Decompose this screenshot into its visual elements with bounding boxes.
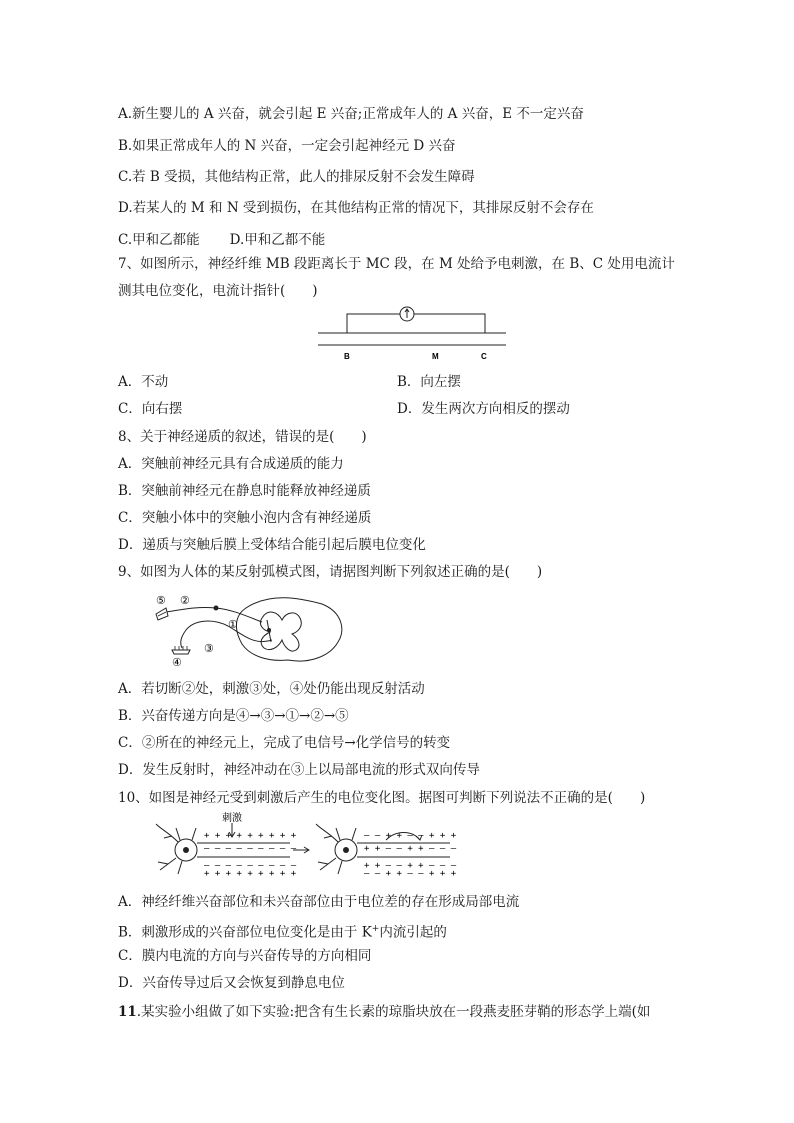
q6-extra-options — [118, 231, 325, 249]
q6-extra-option-c: C.甲和乙都能 — [118, 232, 200, 248]
q9-option-a: A．若切断②处，刺激③处，④处仍能出现反射活动 — [118, 681, 425, 697]
q7-stem-line2: 测其电位变化，电流计指针( ) — [118, 283, 318, 299]
q9-option-d: D．发生反射时，神经冲动在③上以局部电流的形式双向传导 — [118, 762, 480, 778]
q9-label-2: ② — [180, 594, 190, 607]
q7-option-b: B．向左摆 — [397, 374, 461, 390]
q10-option-b-text: B．刺激形成的兴奋部位电位变化是由于 K — [118, 924, 372, 941]
svg-text:– – – – – – – – –: – – – – – – – – – — [204, 861, 297, 871]
q11-stem-text: .某实验小组做了如下实验:把含有生长素的琼脂块放在一段燕麦胚芽鞘的形态学上端(如 — [136, 1004, 651, 1020]
q10-right-outer-charge: – – + + – – + + + — [364, 831, 457, 841]
q6-option-b: B.如果正常成年人的 N 兴奋，一定会引起神经元 D 兴奋 — [118, 138, 456, 154]
q10-option-c: C．膜内电流的方向与兴奋传导的方向相同 — [118, 948, 372, 964]
q10-option-b-superscript: + — [371, 924, 380, 934]
q10-option-b — [118, 920, 447, 942]
svg-text:– – + + – – + + +: – – + + – – + + + — [364, 869, 457, 879]
q7-label-b: B — [344, 352, 350, 361]
svg-text:+ + – – + + – – –: + + – – + + – – – — [364, 861, 457, 871]
q10-left-inner-charge: – – – – – – – – – — [204, 844, 297, 854]
q8-option-c: C．突触小体中的突触小泡内含有神经递质 — [118, 510, 372, 526]
q10-stem: 10、如图是神经元受到刺激后产生的电位变化图。据图可判断下列说法不正确的是( ) — [118, 790, 646, 806]
q9-option-c: C．②所在的神经元上，完成了电信号→化学信号的转变 — [118, 735, 451, 751]
q7-option-c: C．向右摆 — [118, 401, 183, 417]
q9-label-4: ④ — [172, 656, 182, 669]
q10-option-a: A．神经纤维兴奋部位和未兴奋部位由于电位差的存在形成局部电流 — [118, 894, 520, 910]
q7-option-d: D．发生两次方向相反的摆动 — [397, 401, 570, 417]
q6-option-c: C.若 B 受损，其他结构正常，此人的排尿反射不会发生障碍 — [118, 169, 475, 185]
q9-label-3: ③ — [204, 642, 214, 655]
effector-icon — [172, 650, 190, 654]
svg-text:+ + + + + + + + +: + + + + + + + + + — [204, 869, 297, 879]
q9-label-5: ⑤ — [156, 594, 166, 607]
q10-stimulus-label: 刺激 — [222, 813, 242, 824]
q9-label-1: ① — [228, 618, 238, 631]
q7-figure — [318, 306, 508, 364]
q10-option-b-text-end: 内流引起的 — [379, 924, 447, 941]
q7-stem-line1: 7、如图所示，神经纤维 MB 段距离长于 MC 段，在 M 处给予电刺激，在 B、C 处用电流计 — [118, 256, 675, 272]
q11-stem — [118, 1003, 650, 1021]
q10-left-outer-charge: + + + + + + + + + — [204, 831, 297, 841]
q8-option-d: D．递质与突触后膜上受体结合能引起后膜电位变化 — [118, 537, 426, 553]
q6-option-d: D.若某人的 M 和 N 受到损伤，在其他结构正常的情况下，其排尿反射不会存在 — [118, 200, 594, 216]
q9-stem: 9、如图为人体的某反射弧模式图，请据图判断下列叙述正确的是( ) — [118, 564, 543, 580]
q9-option-b: B．兴奋传递方向是④→③→①→②→⑤ — [118, 708, 349, 724]
q6-option-a: A.新生婴儿的 A 兴奋，就会引起 E 兴奋;正常成年人的 A 兴奋，E 不一定兴奋 — [118, 106, 584, 122]
q8-option-a: A．突触前神经元具有合成递质的能力 — [118, 456, 344, 472]
q8-stem: 8、关于神经递质的叙述，错误的是( ) — [118, 429, 367, 445]
q10-right-inner-charge: + + – – + + – – – — [364, 844, 457, 854]
q7-label-c: C — [481, 352, 487, 361]
q7-label-m: M — [432, 352, 439, 361]
q7-option-a: A．不动 — [118, 374, 169, 390]
q10-neuron-figure — [150, 810, 460, 882]
q10-option-d: D．兴奋传导过后又会恢复到静息电位 — [118, 975, 345, 991]
q6-extra-option-d: D.甲和乙都不能 — [229, 232, 326, 248]
q8-option-b: B．突触前神经元在静息时能释放神经递质 — [118, 483, 371, 499]
q11-number: 11 — [118, 1004, 137, 1020]
q9-reflex-arc-figure — [150, 590, 350, 670]
